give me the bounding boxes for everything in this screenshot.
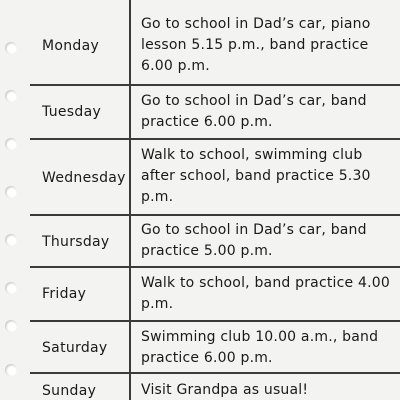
schedule-row-tuesday xyxy=(30,86,400,138)
day-plan: Walk to school, swimming club after school, band practice 5.30 p.m. xyxy=(141,147,371,205)
day-plan: Go to school in Dad’s car, band practice 6.00 p.m. xyxy=(141,93,367,130)
day-plan: Go to school in Dad’s car, piano lesson 5.15 p.m., band practice 6.00 p.m. xyxy=(141,16,371,74)
punch-hole-icon xyxy=(5,186,17,198)
day-plan: Swimming club 10.00 a.m., band practice 6.00 p.m. xyxy=(141,329,379,366)
punch-hole-icon xyxy=(5,90,17,102)
day-label: Wednesday xyxy=(42,170,126,186)
punch-hole-icon xyxy=(5,42,17,54)
day-plan: Go to school in Dad’s car, band practice 5.00 p.m. xyxy=(141,222,367,259)
day-label: Thursday xyxy=(42,234,110,250)
day-plan: Walk to school, band practice 4.00 p.m. xyxy=(141,275,390,312)
binder-holes xyxy=(0,0,22,400)
schedule-row-friday xyxy=(30,268,400,320)
punch-hole-icon xyxy=(5,234,17,246)
day-label: Tuesday xyxy=(42,104,102,120)
punch-hole-icon xyxy=(5,138,17,150)
punch-hole-icon xyxy=(5,364,17,376)
day-label: Saturday xyxy=(42,340,108,356)
schedule-row-monday xyxy=(30,0,400,84)
schedule-row-sunday xyxy=(30,374,400,400)
day-label: Sunday xyxy=(42,383,97,399)
punch-hole-icon xyxy=(5,320,17,332)
day-plan: Visit Grandpa as usual! xyxy=(141,382,309,398)
schedule-row-thursday xyxy=(30,216,400,266)
day-label: Friday xyxy=(42,286,87,302)
schedule-row-wednesday xyxy=(30,140,400,214)
punch-hole-icon xyxy=(5,282,17,294)
schedule-row-saturday xyxy=(30,322,400,372)
day-label: Monday xyxy=(42,38,100,54)
